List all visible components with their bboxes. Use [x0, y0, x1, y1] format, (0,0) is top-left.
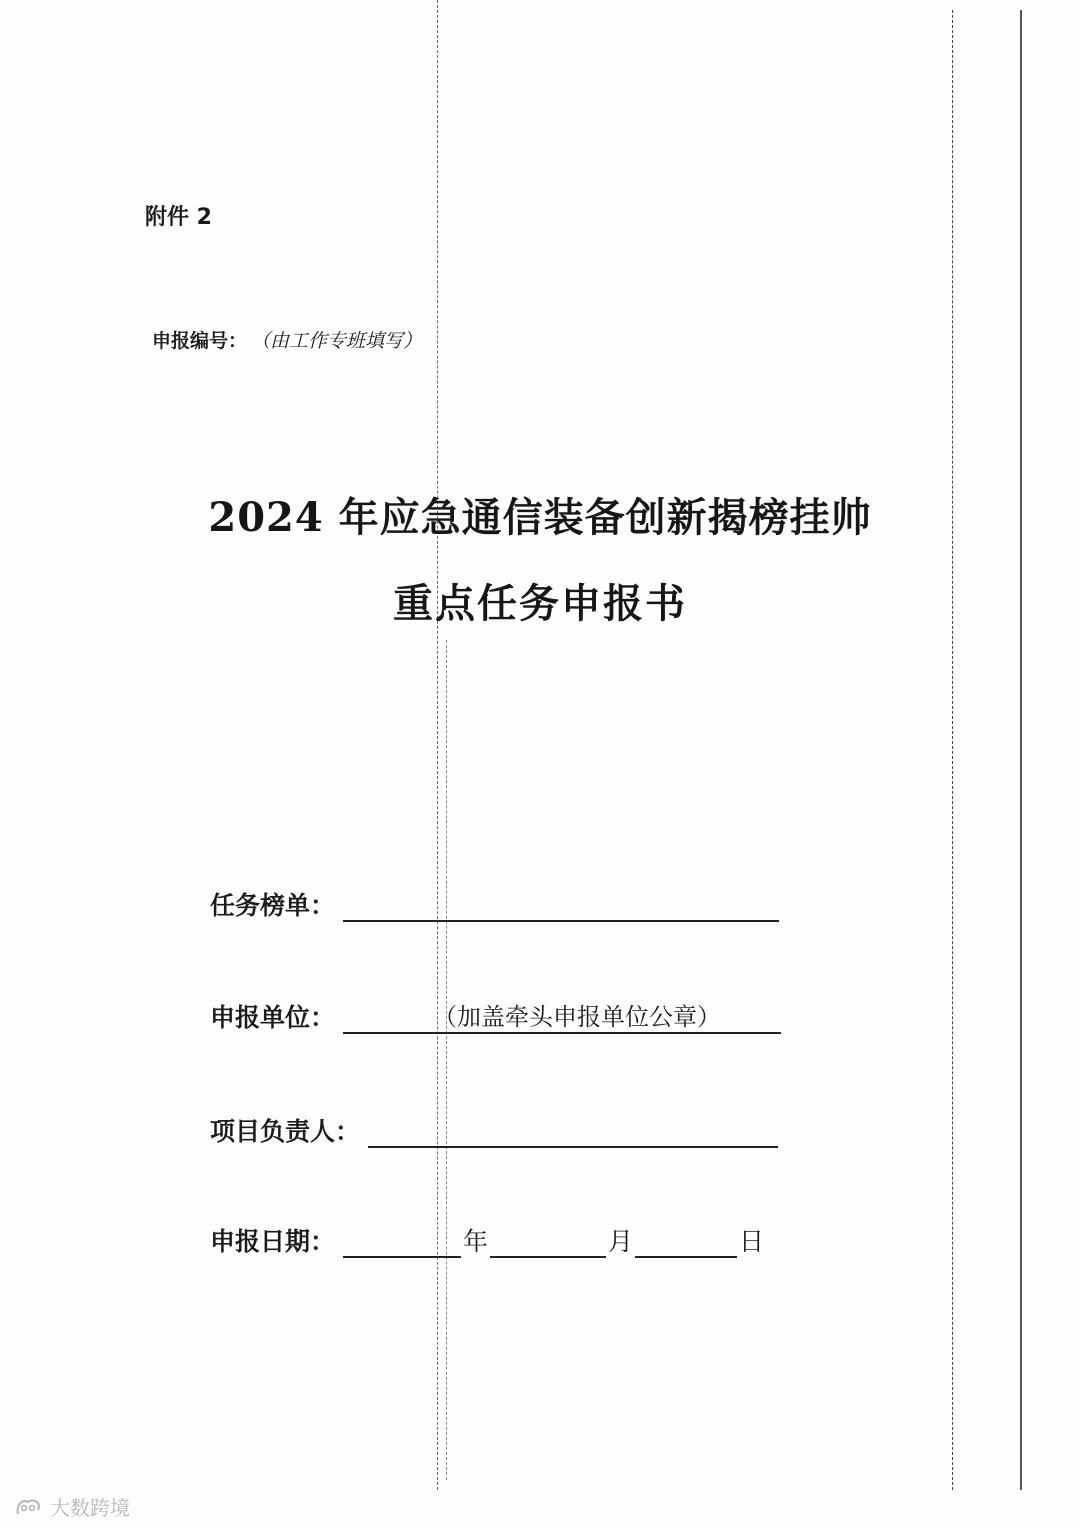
day-blank[interactable] [635, 1228, 737, 1258]
application-number-label: 申报编号： [152, 330, 248, 352]
date-label: 申报日期： [210, 1227, 336, 1256]
task-list-label: 任务榜单： [210, 891, 336, 920]
applicant-label: 申报单位： [210, 1003, 336, 1032]
date-field [210, 1222, 766, 1258]
task-list-field [210, 886, 779, 922]
scan-dashed-line [446, 640, 447, 1480]
year-blank[interactable] [343, 1228, 461, 1258]
attachment-label: 附件 2 [145, 205, 212, 230]
applicant-blank[interactable] [343, 1002, 781, 1034]
document-title-line2: 重点任务申报书 [393, 580, 687, 627]
project-lead-field [210, 1112, 778, 1148]
scan-dashed-line [952, 10, 953, 1490]
month-blank[interactable] [490, 1228, 606, 1258]
task-list-blank[interactable] [343, 890, 779, 922]
applicant-hint: （加盖牵头申报单位公章） [433, 1003, 722, 1031]
project-lead-blank[interactable] [368, 1116, 778, 1148]
month-unit: 月 [608, 1227, 634, 1256]
scan-dashed-line [437, 0, 438, 1490]
applicant-field [210, 998, 781, 1034]
watermark-text: 大数跨境 [50, 1496, 130, 1520]
application-number-note: （由工作专班填写） [251, 330, 423, 352]
watermark [14, 1492, 130, 1521]
scan-edge-line [1020, 10, 1022, 1490]
project-lead-label: 项目负责人： [210, 1117, 361, 1146]
year-unit: 年 [463, 1227, 489, 1256]
application-number [152, 326, 422, 353]
document-title-line1: 2024 年应急通信装备创新揭榜挂帅 [208, 494, 872, 541]
brand-logo-icon [14, 1496, 44, 1518]
day-unit: 日 [739, 1227, 765, 1256]
